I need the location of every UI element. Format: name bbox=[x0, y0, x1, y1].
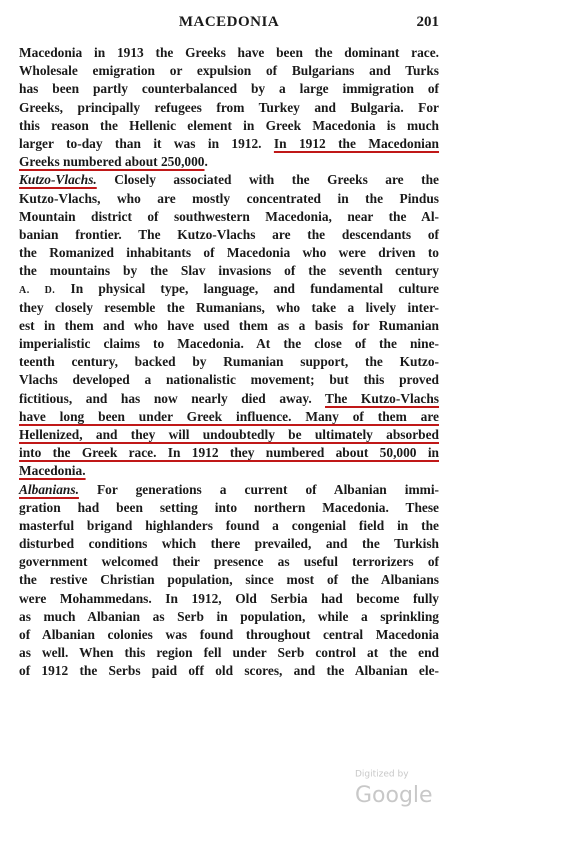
text-segment: In physical type, language, and fundamental culture bbox=[55, 281, 439, 297]
text-line bbox=[19, 408, 439, 426]
text-segment: were Mohammedans. In 1912, Old Serbia had become fully bbox=[19, 590, 439, 606]
text-line bbox=[19, 499, 439, 517]
text-line bbox=[19, 535, 439, 553]
underlined-text: Kutzo-Vlachs. bbox=[19, 172, 97, 188]
text-segment: has been partly counterbalanced by a large immigration of bbox=[19, 81, 439, 97]
text-segment: teenth century, backed by Rumanian support, the Kutzo- bbox=[19, 354, 439, 370]
google-logo: Google bbox=[355, 783, 433, 808]
underlined-text: into the Greek race. In 1912 they numbered about 50,000 in bbox=[19, 445, 439, 461]
text-line bbox=[19, 571, 439, 589]
text-line bbox=[19, 226, 439, 244]
text-segment: Greeks, principally refugees from Turkey and Bulgaria. For bbox=[19, 99, 439, 115]
watermark-prefix: Digitized by bbox=[355, 769, 409, 780]
text-line bbox=[19, 444, 439, 462]
text-segment: as well. When this region fell under Serb control at the end bbox=[19, 645, 439, 661]
text-line bbox=[19, 208, 439, 226]
text-line bbox=[19, 280, 439, 298]
text-segment: government welcomed their presence as useful terrorizers of bbox=[19, 554, 439, 570]
text-segment: gration had been setting into northern Macedonia. These bbox=[19, 499, 439, 515]
body-text bbox=[19, 44, 439, 681]
text-line bbox=[19, 608, 439, 626]
underlined-text: Albanians. bbox=[19, 481, 79, 497]
text-segment: the Romanized inhabitants of Macedonia who were driven to bbox=[19, 245, 439, 261]
text-segment: fictitious, and has now nearly died away. bbox=[19, 390, 326, 406]
text-segment: For generations a current of Albanian immi- bbox=[78, 481, 439, 497]
text-line bbox=[19, 644, 439, 662]
text-segment: the restive Christian population, since most of the Albanians bbox=[19, 572, 439, 588]
text-line bbox=[19, 153, 439, 171]
text-segment: Kutzo-Vlachs, who are mostly concentrated in the Pindus bbox=[19, 190, 439, 206]
text-segment: disturbed conditions which there prevailed, and the Turkish bbox=[19, 536, 439, 552]
page-number: 201 bbox=[416, 14, 439, 30]
text-line bbox=[19, 44, 439, 62]
text-line bbox=[19, 171, 439, 189]
text-line bbox=[19, 99, 439, 117]
text-line bbox=[19, 262, 439, 280]
text-segment: Wholesale emigration or expulsion of Bulgarians and Turks bbox=[19, 63, 439, 79]
text-line bbox=[19, 371, 439, 389]
text-segment: this reason the Hellenic element in Greek Macedonia is much bbox=[19, 117, 439, 133]
text-line bbox=[19, 62, 439, 80]
text-segment: masterful brigand highlanders found a congenial field in the bbox=[19, 517, 439, 533]
text-segment: as much Albanian as Serb in population, while a sprinkling bbox=[19, 608, 439, 624]
running-head: MACEDONIA bbox=[178, 14, 280, 30]
text-line bbox=[19, 117, 439, 135]
text-segment: imperialistic claims to Macedonia. At the close of the nine- bbox=[19, 336, 439, 351]
text-segment: banian frontier. The Kutzo-Vlachs are the descendants of bbox=[19, 226, 439, 242]
text-segment: est in them and who have used them as a basis for Rumanian bbox=[19, 317, 439, 333]
text-line bbox=[19, 481, 439, 499]
text-line bbox=[19, 590, 439, 608]
text-segment: of Albanian colonies was found throughout central Macedonia bbox=[19, 627, 439, 642]
text-line bbox=[19, 244, 439, 262]
text-line bbox=[19, 353, 439, 371]
text-segment: Vlachs developed a nationalistic movement; but this proved bbox=[19, 372, 439, 388]
text-line bbox=[19, 626, 439, 644]
text-segment: Macedonia in 1913 the Greeks have been the dominant race. bbox=[19, 45, 439, 60]
text-line bbox=[19, 462, 439, 480]
text-line bbox=[19, 190, 439, 208]
text-segment: larger to-day than it was in 1912. bbox=[19, 135, 274, 151]
underlined-text: The Kutzo-Vlachs bbox=[325, 390, 440, 406]
text-segment: of 1912 the Serbs paid off old scores, and the Albanian ele- bbox=[19, 663, 439, 679]
underlined-text: In 1912 the Macedonian bbox=[273, 135, 440, 151]
text-segment: the mountains by the Slav invasions of the seventh century bbox=[19, 263, 439, 279]
underlined-text: Hellenized, and they will undoubtedly be ultimately absorbed bbox=[19, 426, 439, 442]
google-watermark bbox=[355, 764, 485, 808]
underlined-text: have long been under Greek influence. Many of them are bbox=[19, 408, 439, 424]
underlined-text: Greeks numbered about 250,000 bbox=[19, 154, 205, 170]
text-segment: . bbox=[204, 154, 208, 170]
text-line bbox=[19, 335, 439, 353]
underlined-text: Macedonia. bbox=[19, 463, 86, 479]
text-line bbox=[19, 299, 439, 317]
text-line bbox=[19, 317, 439, 335]
text-line bbox=[19, 80, 439, 98]
text-line bbox=[19, 662, 439, 680]
text-line bbox=[19, 135, 439, 153]
text-line bbox=[19, 553, 439, 571]
text-segment: Closely associated with the Greeks are the bbox=[96, 172, 439, 188]
text-segment: they closely resemble the Rumanians, who take a lively inter- bbox=[19, 299, 439, 315]
text-segment: Mountain district of southwestern Macedonia, near the Al- bbox=[19, 208, 439, 224]
text-line bbox=[19, 517, 439, 535]
page-header bbox=[19, 14, 439, 36]
text-line bbox=[19, 426, 439, 444]
text-segment: A. D. bbox=[19, 285, 56, 297]
text-line bbox=[19, 390, 439, 408]
